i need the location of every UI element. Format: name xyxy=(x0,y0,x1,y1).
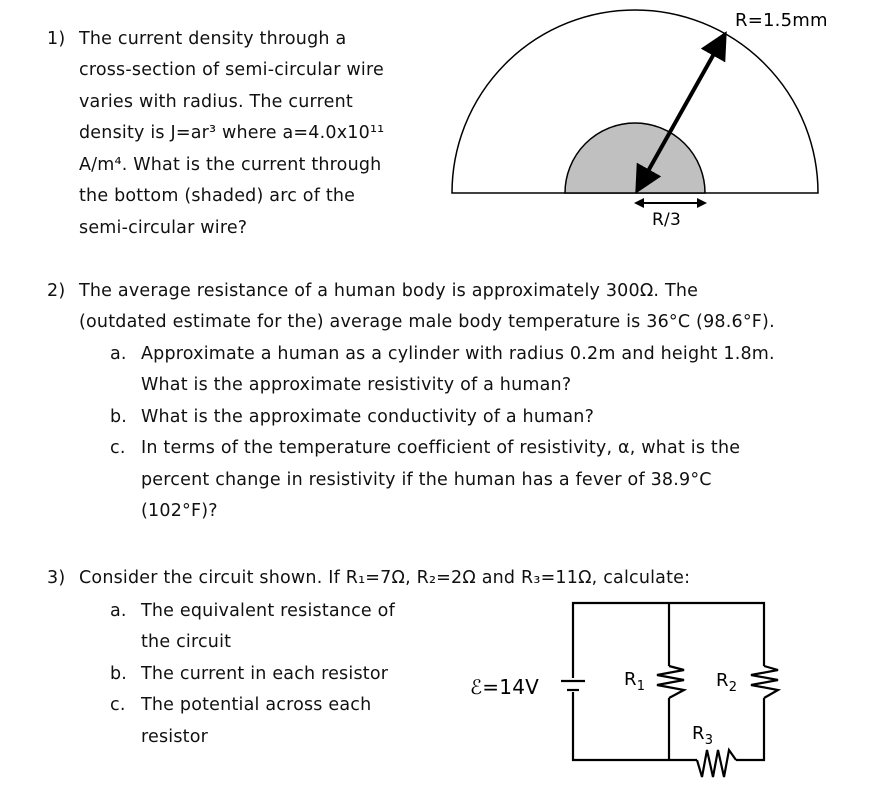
question-3c-letter: c. xyxy=(110,695,126,715)
resistor-r3 xyxy=(697,750,736,777)
emf-label: ℰ=14V xyxy=(470,675,539,699)
question-2c-letter: c. xyxy=(110,438,126,458)
question-3-line: Consider the circuit shown. If R₁=7Ω, R₂=2Ω and R₃=11Ω, calculate: xyxy=(79,568,691,588)
shaded-inner-semicircle xyxy=(565,123,705,193)
question-1-line: semi-circular wire? xyxy=(79,218,248,238)
inner-radius-label: R/3 xyxy=(652,210,681,230)
question-2c-line: In terms of the temperature coefficient of resistivity, α, what is the xyxy=(141,438,741,458)
question-2c-line: (102°F)? xyxy=(141,501,218,521)
question-2b-line: What is the approximate conductivity of a human? xyxy=(141,407,595,427)
question-2b-letter: b. xyxy=(110,407,128,427)
semicircle-wire-figure xyxy=(440,0,887,240)
r1-label: $R_1$ xyxy=(624,669,646,694)
question-1-line: A/m⁴. What is the current through xyxy=(79,155,382,175)
resistor-r1 xyxy=(657,666,684,698)
question-1-line: varies with radius. The current xyxy=(79,92,353,112)
question-2-line: (outdated estimate for the) average male body temperature is 36°C (98.6°F). xyxy=(79,312,775,332)
question-2a-line: Approximate a human as a cylinder with radius 0.2m and height 1.8m. xyxy=(141,344,775,364)
question-3b-letter: b. xyxy=(110,664,128,684)
resistor-r2 xyxy=(751,666,778,698)
question-3c-line: The potential across each xyxy=(141,695,372,715)
question-1-line: the bottom (shaded) arc of the xyxy=(79,186,356,206)
question-3a-line: The equivalent resistance of xyxy=(141,601,395,621)
question-1-line: density is J=ar³ where a=4.0x10¹¹ xyxy=(79,123,385,143)
question-3a-line: the circuit xyxy=(141,632,232,652)
r2-label: $R_2$ xyxy=(716,670,738,695)
question-2-line: The average resistance of a human body is approximately 300Ω. The xyxy=(79,281,699,301)
question-1-number: 1) xyxy=(47,29,66,49)
question-3b-line: The current in each resistor xyxy=(141,664,389,684)
bottom-right-wire xyxy=(736,698,764,760)
question-1-line: The current density through a xyxy=(79,29,347,49)
bottom-wire xyxy=(573,692,697,760)
question-3c-line: resistor xyxy=(141,727,209,747)
question-3a-letter: a. xyxy=(110,601,127,621)
question-3-number: 3) xyxy=(47,568,66,588)
question-2c-line: percent change in resistivity if the human has a fever of 38.9°C xyxy=(141,470,712,490)
question-2a-letter: a. xyxy=(110,344,127,364)
r3-label: $R_3$ xyxy=(692,723,714,748)
question-2-number: 2) xyxy=(47,281,66,301)
question-1-line: cross-section of semi-circular wire xyxy=(79,60,384,80)
radius-label: R=1.5mm xyxy=(735,10,828,31)
circuit-diagram xyxy=(460,590,887,791)
question-2a-line: What is the approximate resistivity of a human? xyxy=(141,375,572,395)
